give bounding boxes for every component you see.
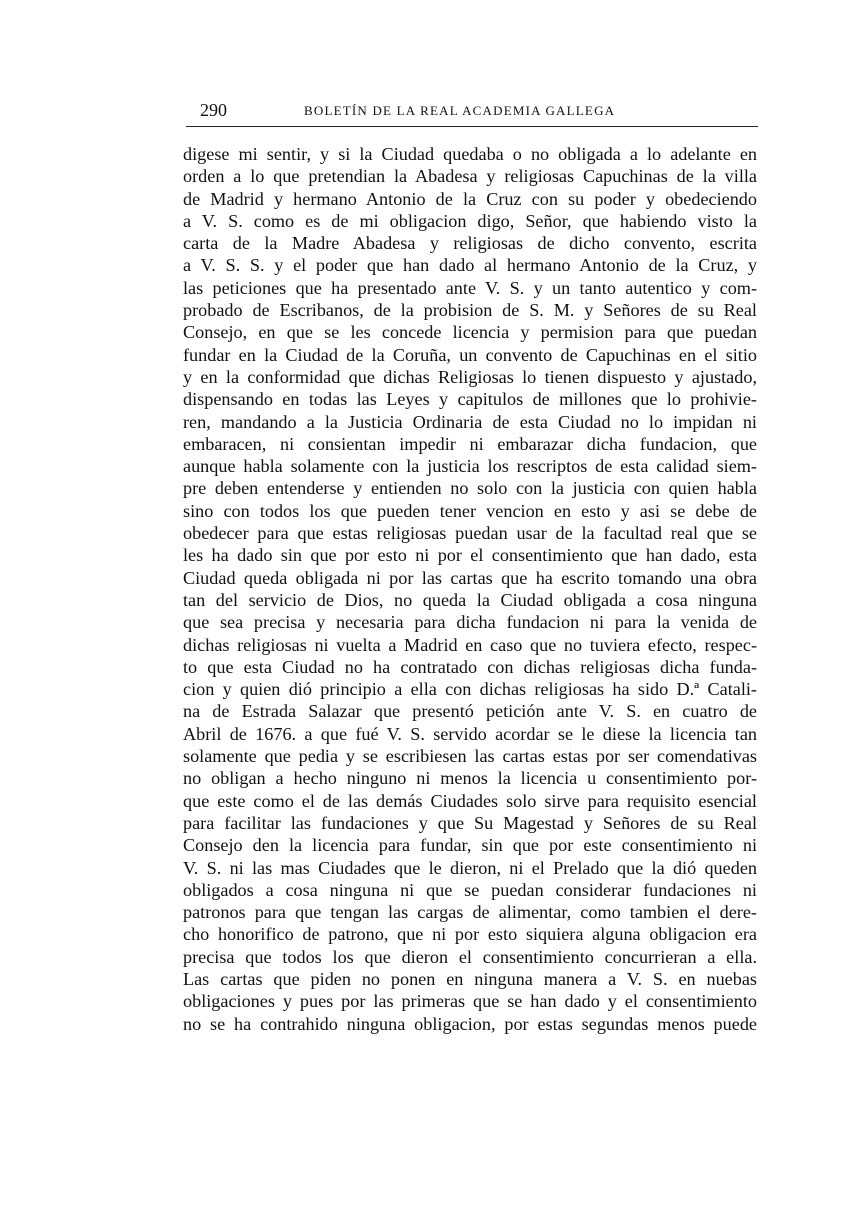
text-line: que este como el de las demás Ciudades solo sirve para requisito esencial [183, 790, 757, 811]
text-line: que sea precisa y necesaria para dicha fundacion ni para la venida de [183, 612, 757, 633]
text-line: na de Estrada Salazar que presentó petición ante V. S. en cuatro de [183, 701, 757, 722]
text-line: las peticiones que ha presentado ante V. S. y un tanto autentico y com- [183, 277, 757, 298]
text-line: cion y quien dió principio a ella con dichas religiosas ha sido D.ª Catali- [183, 679, 757, 700]
text-line: para facilitar las fundaciones y que Su Magestad y Señores de su Real [183, 812, 757, 833]
text-line: obligados a cosa ninguna ni que se puedan considerar fundaciones ni [183, 879, 757, 900]
text-line: carta de la Madre Abadesa y religiosas de dicho convento, escrita [183, 233, 757, 254]
text-line: no obligan a hecho ninguno ni menos la licencia u consentimiento por- [183, 768, 757, 789]
text-line: digese mi sentir, y si la Ciudad quedaba o no obligada a lo adelante en [183, 144, 757, 164]
text-line: no se ha contrahido ninguna obligacion, por estas segundas menos puede [183, 1013, 757, 1034]
text-line: precisa que todos los que dieron el consentimiento concurrieran a ella. [183, 946, 757, 967]
text-line: solamente que pedia y se escribiesen las cartas estas por ser comendativas [183, 746, 757, 767]
text-line: obligaciones y pues por las primeras que se han dado y el consentimiento [183, 991, 757, 1012]
text-line: dichas religiosas ni vuelta a Madrid en caso que no tuviera efecto, respec- [183, 634, 757, 655]
text-line: de Madrid y hermano Antonio de la Cruz con su poder y obedeciendo [183, 188, 757, 209]
text-line: embaracen, ni consientan impedir ni embarazar dicha fundacion, que [183, 433, 757, 454]
text-line: pre deben entenderse y entienden no solo con la justicia con quien habla [183, 478, 757, 499]
running-title: BOLETÍN DE LA REAL ACADEMIA GALLEGA [304, 103, 616, 118]
text-line: les ha dado sin que por esto ni por el consentimiento que han dado, esta [183, 545, 757, 566]
text-line: tan del servicio de Dios, no queda la Ciudad obligada a cosa ninguna [183, 589, 757, 610]
text-line: a V. S. S. y el poder que han dado al hermano Antonio de la Cruz, y [183, 255, 757, 276]
text-line: to que esta Ciudad no ha contratado con dichas religiosas dicha funda- [183, 656, 757, 677]
text-line: orden a lo que pretendian la Abadesa y religiosas Capuchinas de la villa [183, 166, 757, 187]
text-line: Consejo den la licencia para fundar, sin que por este consentimiento ni [183, 835, 757, 856]
text-line: probado de Escribanos, de la probision de S. M. y Señores de su Real [183, 300, 757, 321]
text-line: Consejo, en que se les concede licencia y permision para que puedan [183, 322, 757, 343]
text-line: aunque habla solamente con la justicia los rescriptos de esta calidad siem- [183, 456, 757, 477]
text-line: y en la conformidad que dichas Religiosas lo tienen dispuesto y ajustado, [183, 366, 757, 387]
text-line: ren, mandando a la Justicia Ordinaria de esta Ciudad no lo impidan ni [183, 411, 757, 432]
text-line: Abril de 1676. a que fué V. S. servido acordar se le diese la licencia tan [183, 723, 757, 744]
text-line: V. S. ni las mas Ciudades que le dieron, ni el Prelado que la dió queden [183, 857, 757, 878]
text-line: patronos para que tengan las cargas de alimentar, como tambien el dere- [183, 902, 757, 923]
running-header [186, 100, 758, 122]
header-rule [186, 126, 758, 127]
text-line: fundar en la Ciudad de la Coruña, un convento de Capuchinas en el sitio [183, 344, 757, 365]
text-line: Las cartas que piden no ponen en ninguna manera a V. S. en nuebas [183, 968, 757, 989]
text-line: obedecer para que estas religiosas puedan usar de la facultad real que se [183, 523, 757, 544]
body-text [183, 143, 757, 1035]
page-number: 290 [200, 100, 227, 120]
text-line: dispensando en todas las Leyes y capitulos de millones que lo prohivie- [183, 389, 757, 410]
text-line: Ciudad queda obligada ni por las cartas que ha escrito tomando una obra [183, 567, 757, 588]
text-line: sino con todos los que pueden tener vencion en esto y asi se debe de [183, 500, 757, 521]
text-line: a V. S. como es de mi obligacion digo, Señor, que habiendo visto la [183, 210, 757, 231]
text-line: cho honorifico de patrono, que ni por esto siquiera alguna obligacion era [183, 924, 757, 945]
